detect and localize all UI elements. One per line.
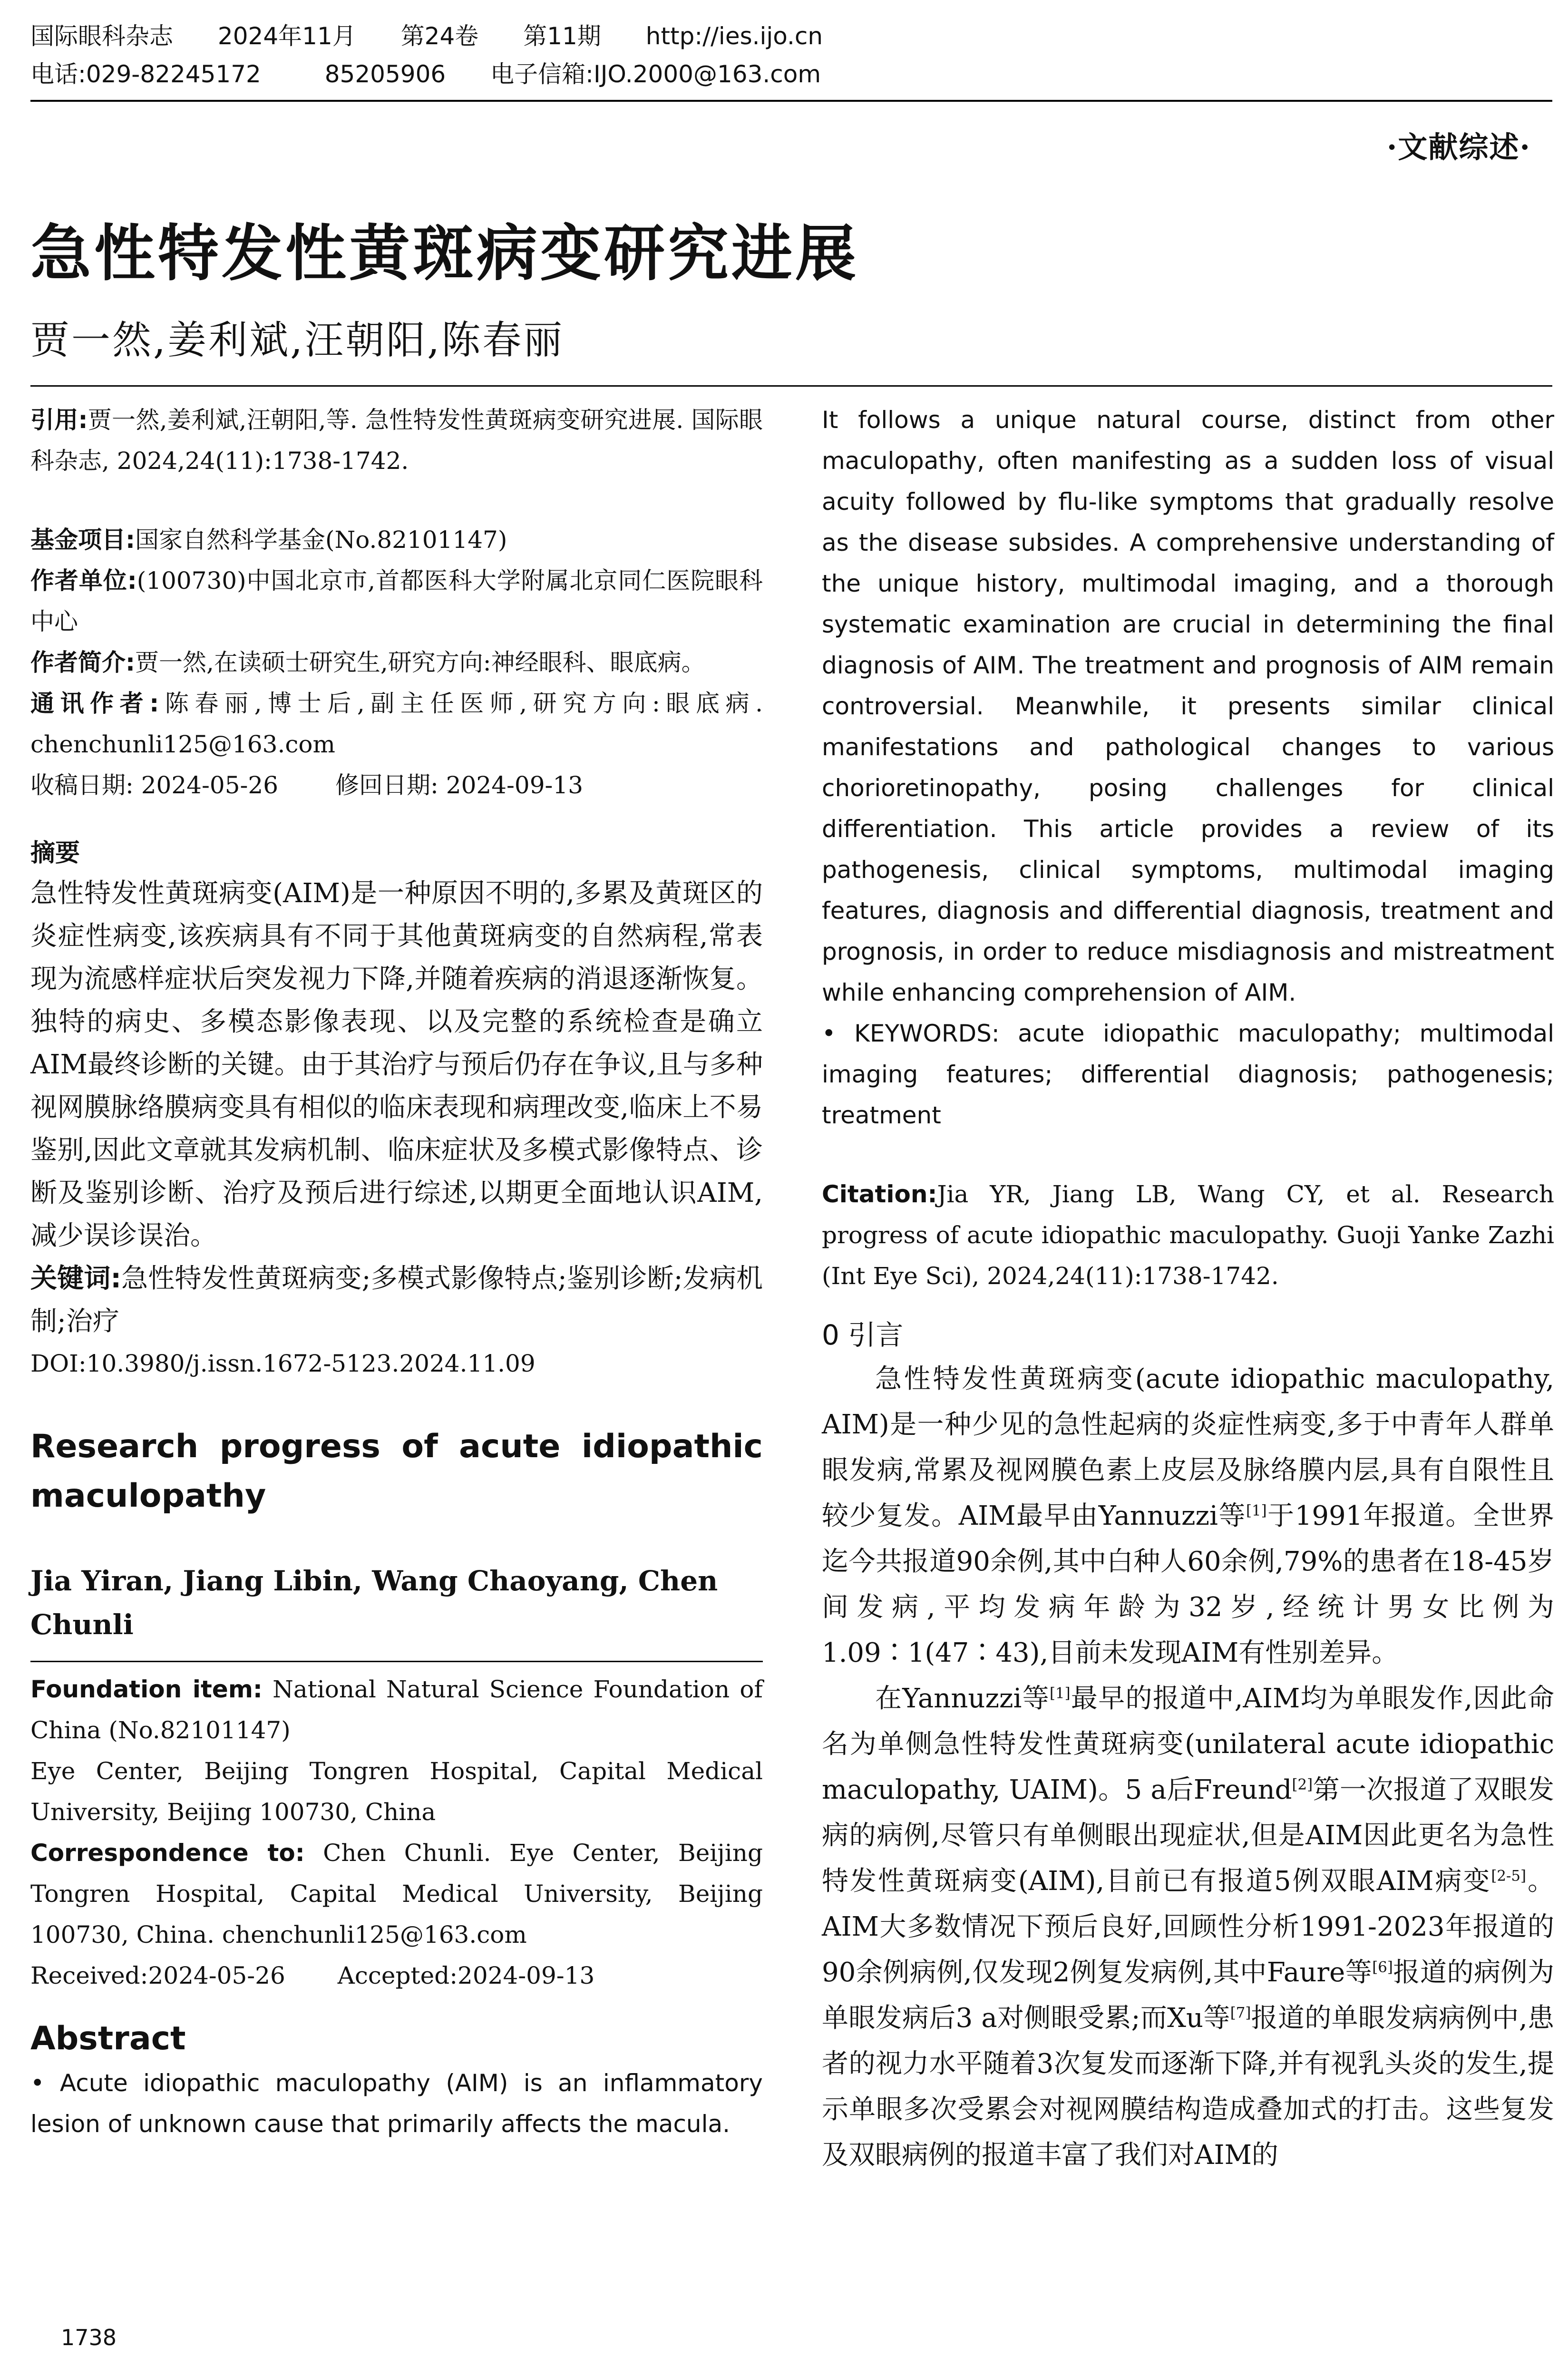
ref-4[interactable]: [2-5] [1491,1867,1527,1885]
keywords-en: • KEYWORDS: acute idiopathic maculopathy; multimodal imaging features; differential diagnosis; pathogenesis; treatment [822,1020,1554,1129]
journal-header [30,17,1552,93]
journal-name: 国际眼科杂志 [30,22,173,50]
authors-cn: 贾一然,姜利斌,汪朝阳,陈春丽 [30,318,565,363]
ref-6[interactable]: [7] [1230,2004,1251,2022]
abstract-cn: 急性特发性黄斑病变(AIM)是一种原因不明的,多累及黄斑区的炎症性病变,该疾病具有不同于其他黄斑病变的自然病程,常表现为流感样症状后突发视力下降,并随着疾病的消退逐渐恢复。独特的病史、多模态影像表现、以及完整的系统检查是确立AIM最终诊断的关键。由于其治疗与预后仍存在争议,且与多种视网膜脉络膜病变具有相似的临床表现和病理改变,临床上不易鉴别,因此文章就其发病机制、临床症状及多模式影像特点、诊断及鉴别诊断、治疗及预后进行综述,以期更全面地认识AIM,减少误诊误治。 [30,878,763,1251]
abstract-en-continued: It follows a unique natural course, distinct from other maculopathy, often manifesting as a sudden loss of visual acuity followed by flu-like symptoms that gradually resolve as the disease subsides. A comprehensive understanding of the unique history, multimodal imaging, and a thorough systematic examination are crucial in determining the final diagnosis of AIM. The treatment and prognosis of AIM remain controversial. Meanwhile, it presents similar clinical manifestations and pathological changes to various chorioretinopathy, posing challenges for clinical differentiation. This article provides a review of its pathogenesis, clinical symptoms, multimodal imaging features, diagnosis and differential diagnosis, treatment and prognosis, in order to reduce misdiagnosis and mistreatment while enhancing comprehension of AIM. [822,406,1554,1006]
article-title-en: Research progress of acute idiopathic maculopathy [30,1428,763,1515]
page-number: 1738 [61,2325,117,2350]
affiliation-en: Eye Center, Beijing Tongren Hospital, Capital Medical University, Beijing 100730, China [30,1757,763,1826]
section-heading-introduction: 0 引言 [822,1319,904,1351]
dates-cn: 收稿日期: 2024-05-26 修回日期: 2024-09-13 [30,771,584,799]
ref-2[interactable]: [1] [1050,1685,1071,1702]
right-column [822,399,1554,2178]
body-paragraph-1: 急性特发性黄斑病变(acute idiopathic maculopathy, AIM)是一种少见的急性起病的炎症性病变,多于中青年人群单眼发病,常累及视网膜色素上皮层及脉络膜内层,具有自限性且较少复发。AIM最早由Yannuzzi等[1]于1991年报道。全世界迄今共报道90余例,其中白种人60余例,79%的患者在18-45岁间发病,平均发病年龄为32岁,经统计男女比例为1.09∶1(47∶43),目前未发现AIM有性别差异。 [822,1364,1554,1668]
ref-1[interactable]: [1] [1246,1502,1267,1520]
doi[interactable]: DOI:10.3980/j.issn.1672-5123.2024.11.09 [30,1350,536,1377]
abstract-head-en: Abstract [30,2020,186,2057]
citation-en: Citation:Jia YR, Jiang LB, Wang CY, et al. Research progress of acute idiopathic maculopathy. Guoji Yanke Zazhi (Int Eye Sci), 2024,24(11):1738-1742. [822,1180,1554,1290]
keywords-cn: 关键词:急性特发性黄斑病变;多模式影像特点;鉴别诊断;发病机制;治疗 [30,1263,763,1337]
title-rule [30,385,1552,387]
volume: 第24卷 [400,22,479,50]
left-column [30,399,763,2144]
citation-cn: 引用:贾一然,姜利斌,汪朝阳,等. 急性特发性黄斑病变研究进展. 国际眼科杂志, 2024,24(11):1738-1742. [30,406,763,475]
header-rule [30,100,1552,102]
correspondence-en: Correspondence to: Chen Chunli. Eye Center, Beijing Tongren Hospital, Capital Medical University, Beijing 100730, China. chenchunli125@163.com [30,1839,763,1948]
phone-secondary: 85205906 [324,60,446,88]
issue-number: 第11期 [523,22,601,50]
section-tag: ·文献综述· [1386,130,1531,165]
journal-email[interactable]: 电子信箱:IJO.2000@163.com [490,60,821,88]
journal-url[interactable]: http://ies.ijo.cn [645,22,823,50]
issue-date: 2024年11月 [217,22,356,50]
article-title-cn: 急性特发性黄斑病变研究进展 [30,218,859,289]
unit-cn: 作者单位:(100730)中国北京市,首都医科大学附属北京同仁医院眼科中心 [30,567,763,635]
abstract-en-start: • Acute idiopathic maculopathy (AIM) is an inflammatory lesion of unknown cause that primarily affects the macula. [30,2069,763,2138]
ref-3[interactable]: [2] [1292,1776,1313,1793]
body-paragraph-2: 在Yannuzzi等[1]最早的报道中,AIM均为单眼发作,因此命名为单侧急性特发性黄斑病变(unilateral acute idiopathic maculopathy, UAIM)。5 a后Freund[2]第一次报道了双眼发病的病例,尽管只有单侧眼出现症状,但是AIM因此更名为急性特发性黄斑病变(AIM),目前已有报道5例双眼AIM病变[2-5]。AIM大多数情况下预后良好,回顾性分析1991-2023年报道的90余例病例,仅发现2例复发病例,其中Faure等[6]报道的病例为单眼发病后3 a对侧眼受累;而Xu等[7]报道的单眼发病病例中,患者的视力水平随着3次复发而逐渐下降,并有视乳头炎的发生,提示单眼多次受累会对视网膜结构造成叠加式的打击。这些复发及双眼病例的报道丰富了我们对AIM的 [822,1683,1555,2171]
authors-en: Jia Yiran, Jiang Libin, Wang Chaoyang, Chen Chunli [30,1565,718,1641]
metadata-rule [30,1661,763,1662]
phone: 电话:029-82245172 [30,60,261,88]
bio-cn: 作者简介:贾一然,在读硕士研究生,研究方向:神经眼科、眼底病。 [30,649,705,676]
ref-5[interactable]: [6] [1372,1958,1393,1976]
abstract-head-cn: 摘要 [30,839,80,867]
dates-en: Received:2024-05-26 Accepted:2024-09-13 [30,1962,595,1989]
fund-cn: 基金项目:国家自然科学基金(No.82101147) [30,526,507,554]
correspondence-cn: 通讯作者:陈春丽,博士后,副主任医师,研究方向:眼底病. chenchunli125@163.com [30,690,763,758]
fund-en: Foundation item: National Natural Science Foundation of China (No.82101147) [30,1676,763,1744]
